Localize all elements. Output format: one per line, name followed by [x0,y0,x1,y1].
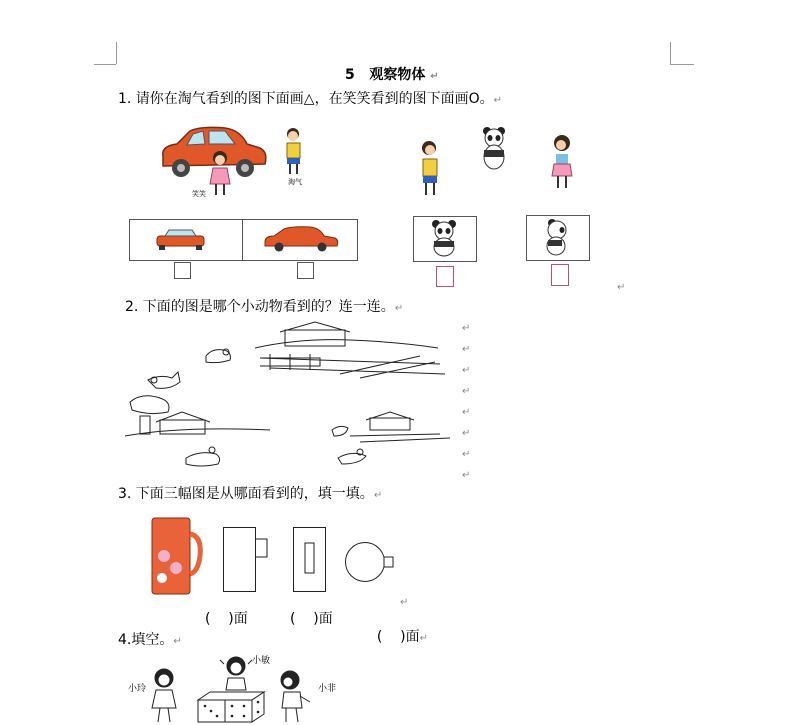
answer-box[interactable] [174,262,191,279]
girl-image [548,134,576,192]
label-xiaoling: 小玲 [128,684,147,694]
return-mark: ↵ [617,282,626,293]
girl-image [146,666,182,724]
blank-1[interactable]: ( )面 [205,611,248,627]
boy-image [416,139,444,199]
q3-prompt: 3. 下面三幅图是从哪面看到的，填一填。↵ [118,486,383,502]
cup-front-view [293,527,327,593]
blank-2[interactable]: ( )面 [290,611,333,627]
q4-prompt: 4.填空。↵ [118,632,182,648]
dice-image [196,688,266,724]
car-image [153,228,208,252]
return-marks-column: ↵ ↵ ↵ ↵ ↵ ↵ ↵ ↵ [462,323,471,481]
answer-box[interactable] [297,262,314,279]
cup-image [150,516,202,596]
cup-side-view [223,527,273,593]
car-image [262,226,340,252]
boy-image [276,668,316,724]
answer-box[interactable] [436,266,454,287]
q2-prompt: 2. 下面的图是哪个小动物看到的？连一连。↵ [125,299,404,315]
boy-image [280,126,308,176]
crop-mark-top-right-v [670,42,671,64]
crop-mark-top-left-v [116,42,117,64]
panda-image [544,218,570,256]
blank-3[interactable]: ( )面↵ [376,629,429,645]
crop-mark-top-right-h [670,64,694,65]
crop-mark-top-left-h [94,64,116,65]
page-title: 5 观察物体 ↵ [345,67,439,83]
label-xiaoxiao: 笑笑 [192,190,206,198]
farm-scene-image [120,318,460,470]
title-number: 5 [345,67,355,83]
answer-box[interactable] [551,264,569,286]
panda-image [430,219,458,257]
label-taoqi: 淘气 [288,178,302,186]
q1-prompt: 1. 请你在淘气看到的图下面画△，在笑笑看到的图下面画O。↵ [118,91,502,107]
return-mark: ↵ [400,597,409,608]
panda-image [481,126,507,172]
girl-image [218,654,254,690]
label-xiaomin: 小敏 [252,656,271,666]
title-text: 观察物体 [369,67,426,83]
label-xiaofei: 小非 [318,684,337,694]
cup-top-view [345,541,395,585]
girl-image [205,150,235,198]
